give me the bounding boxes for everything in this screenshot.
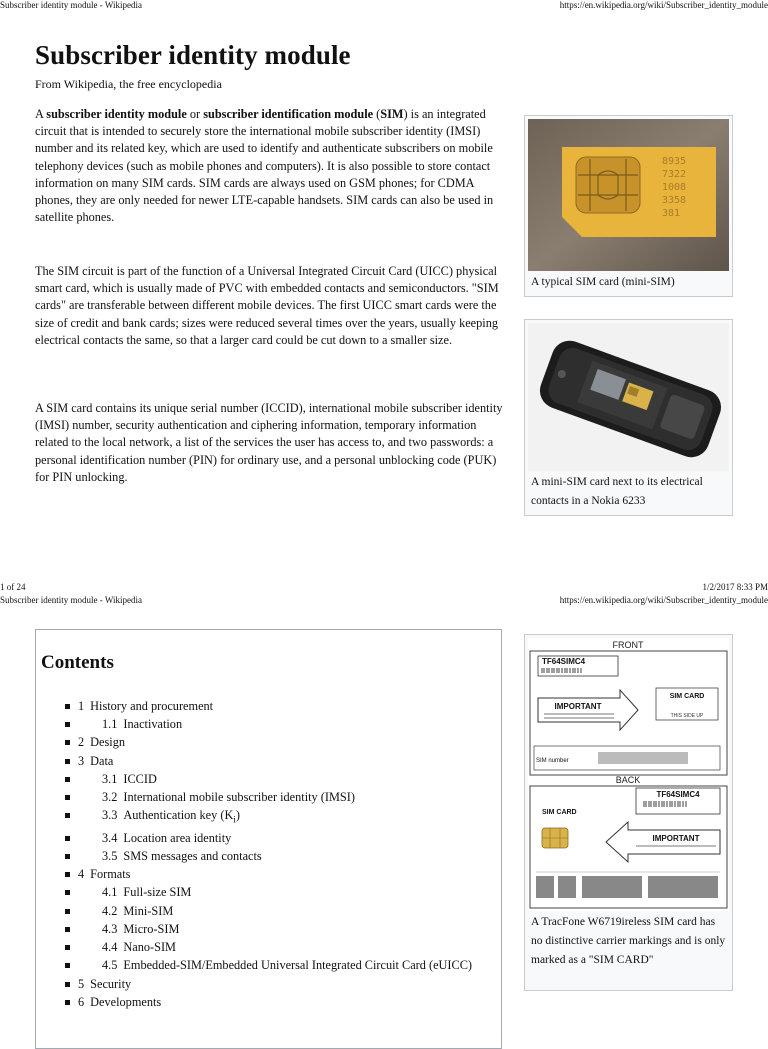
toc-item-label-end: )	[235, 808, 240, 823]
toc-item-number: 3.4	[102, 830, 118, 845]
toc-item-label[interactable]: Authentication key (K	[123, 808, 234, 823]
sim-digits-5: 381	[662, 208, 681, 219]
toc-item-label[interactable]: Design	[90, 735, 125, 750]
figure-nokia-phone	[524, 319, 733, 516]
toc-item-number: 3.2	[102, 790, 118, 805]
figure-tracfone-card	[524, 634, 733, 991]
toc-item-label[interactable]: Embedded-SIM/Embedded Universal Integrated Circuit Card (eUICC)	[123, 958, 473, 973]
toc-item-number: 4.5	[102, 958, 118, 973]
toc-item-number: 1.1	[102, 717, 118, 732]
front-this-side-up: THIS SIDE UP	[670, 713, 704, 719]
toc-item-number: 4.2	[102, 903, 118, 918]
toc-item[interactable]	[64, 975, 494, 993]
print-header-title: Subscriber identity module - Wikipedia	[0, 0, 142, 10]
sim-digits-1: 8935	[662, 156, 687, 167]
toc-item-number: 4.1	[102, 885, 118, 900]
sim-card-image	[528, 119, 729, 271]
back-sim-card: SIM CARD	[542, 809, 577, 816]
toc-item-subscript: i	[233, 814, 236, 825]
front-label: FRONT	[612, 640, 644, 650]
print-footer-page-count: 1 of 24	[0, 582, 26, 592]
toc-item-number: 3.1	[102, 771, 118, 786]
toc-item-label[interactable]: Inactivation	[123, 717, 183, 732]
toc-item[interactable]	[64, 883, 494, 901]
toc-item-number: 3.3	[102, 808, 118, 823]
figure-tracfone-caption: A TracFone W6719ireless SIM card has no distinctive carrier markings and is only marked as a "SIM CARD"	[531, 916, 726, 966]
front-sim-card: SIM CARD	[669, 693, 705, 700]
figure-sim-card-caption: A typical SIM card (mini-SIM)	[531, 276, 675, 288]
sim-digits-2: 7322	[662, 169, 687, 180]
toc-item[interactable]	[64, 938, 494, 956]
toc-item[interactable]	[64, 902, 494, 920]
toc-item-number: 3.5	[102, 849, 118, 864]
toc-item[interactable]	[64, 847, 494, 865]
toc-item[interactable]	[64, 770, 494, 788]
toc-item-label[interactable]: Developments	[90, 994, 162, 1009]
toc-item[interactable]	[64, 865, 494, 883]
toc-item-label[interactable]: Mini-SIM	[123, 903, 174, 918]
toc-item-label[interactable]: Security	[90, 976, 132, 991]
back-important: IMPORTANT	[652, 834, 700, 843]
toc-item-number: 4.3	[102, 921, 118, 936]
front-important: IMPORTANT	[554, 702, 602, 711]
contents-paragraph: A SIM card contains its unique serial number (ICCID), international mobile subscriber identity (IMSI) number, security authentication and ciphering information, temporary information related to the local network, a list of the services the user has access to, and two passwords: a personal identification number (PIN) for ordinary use, and a personal unblocking code (PUK) for PIN unlocking.	[35, 401, 503, 484]
toc-item-label[interactable]: Formats	[90, 867, 131, 882]
sim-number-label: SIM number	[536, 758, 569, 764]
term-sim: SIM	[380, 107, 404, 121]
toc-item[interactable]	[64, 829, 494, 847]
back-label: BACK	[615, 775, 641, 785]
toc-item[interactable]	[64, 993, 494, 1011]
front-model: TF64SIMC4	[542, 657, 586, 666]
toc-item[interactable]	[64, 920, 494, 938]
toc-item-label[interactable]: Location area identity	[123, 830, 232, 845]
toc-item-label[interactable]: Micro-SIM	[123, 921, 180, 936]
back-model: TF64SIMC4	[656, 790, 700, 799]
table-of-contents	[35, 629, 502, 1049]
term-subscriber-identity-module: subscriber identity module	[46, 107, 187, 121]
uicc-paragraph: The SIM circuit is part of the function of a Universal Integrated Circuit Card (UICC) physical smart card, which is usually made of PVC with embedded contacts and semiconductors. "SIM cards" are transferable between different mobile devices. The first UICC smart cards were the size of credit and bank cards; sizes were reduced several times over the years, usually keeping electrical contacts the same, so that a larger card could be cut down to a smaller size.	[35, 264, 499, 347]
page-subtitle: From Wikipedia, the free encyclopedia	[35, 77, 222, 91]
page-title: Subscriber identity module	[35, 40, 351, 70]
toc-item-label[interactable]: International mobile subscriber identity (IMSI)	[123, 790, 355, 805]
toc-item[interactable]	[64, 715, 494, 733]
toc-item-label[interactable]: Nano-SIM	[123, 940, 176, 955]
term-subscriber-identification-module: subscriber identification module	[203, 107, 374, 121]
tracfone-card-image	[528, 638, 729, 911]
toc-list	[64, 697, 494, 1011]
toc-item[interactable]	[64, 697, 494, 715]
toc-item-label[interactable]: Data	[90, 753, 114, 768]
toc-item-number: 3	[78, 753, 85, 768]
print-footer-date: 1/2/2017 8:33 PM	[702, 582, 768, 592]
print-header-url-2: https://en.wikipedia.org/wiki/Subscriber_identity_module	[559, 595, 768, 605]
print-header-url: https://en.wikipedia.org/wiki/Subscriber_identity_module	[559, 0, 768, 10]
figure-nokia-phone-caption: A mini-SIM card next to its electrical contacts in a Nokia 6233	[531, 476, 703, 507]
toc-item-number: 4	[78, 867, 85, 882]
toc-item[interactable]	[64, 788, 494, 806]
toc-item-number: 1	[78, 699, 85, 713]
print-header-title-2: Subscriber identity module - Wikipedia	[0, 595, 142, 605]
toc-item-number: 4.4	[102, 940, 118, 955]
toc-item[interactable]	[64, 956, 494, 974]
sim-digits-3: 1008	[662, 182, 687, 193]
toc-item-number: 5	[78, 976, 85, 991]
toc-item[interactable]	[64, 733, 494, 751]
intro-paragraph: A subscriber identity module or subscriber identification module (SIM) is an integrated circuit that is intended to securely store the international mobile subscriber identity (IMSI) number and its related key, which are used to identify and authenticate subscribers on mobile telephony devices (such as mobile phones and computers). It is also possible to store contact information on many SIM cards. SIM cards are always used on GSM phones; for CDMA phones, they are only needed for newer LTE-capable handsets. SIM cards can also be used in satellite phones.	[35, 107, 494, 225]
toc-item[interactable]	[64, 752, 494, 770]
toc-item[interactable]	[64, 806, 494, 829]
toc-item-number: 6	[78, 994, 85, 1009]
toc-title: Contents	[41, 652, 114, 673]
toc-item-number: 2	[78, 735, 85, 750]
nokia-phone-image	[528, 323, 729, 471]
figure-sim-card	[524, 115, 733, 297]
sim-digits-4: 3358	[662, 195, 687, 206]
toc-item-label[interactable]: SMS messages and contacts	[123, 849, 262, 864]
toc-item-label[interactable]: Full-size SIM	[123, 885, 192, 900]
toc-item-label[interactable]: History and procurement	[90, 699, 214, 713]
toc-item-label[interactable]: ICCID	[123, 771, 157, 786]
